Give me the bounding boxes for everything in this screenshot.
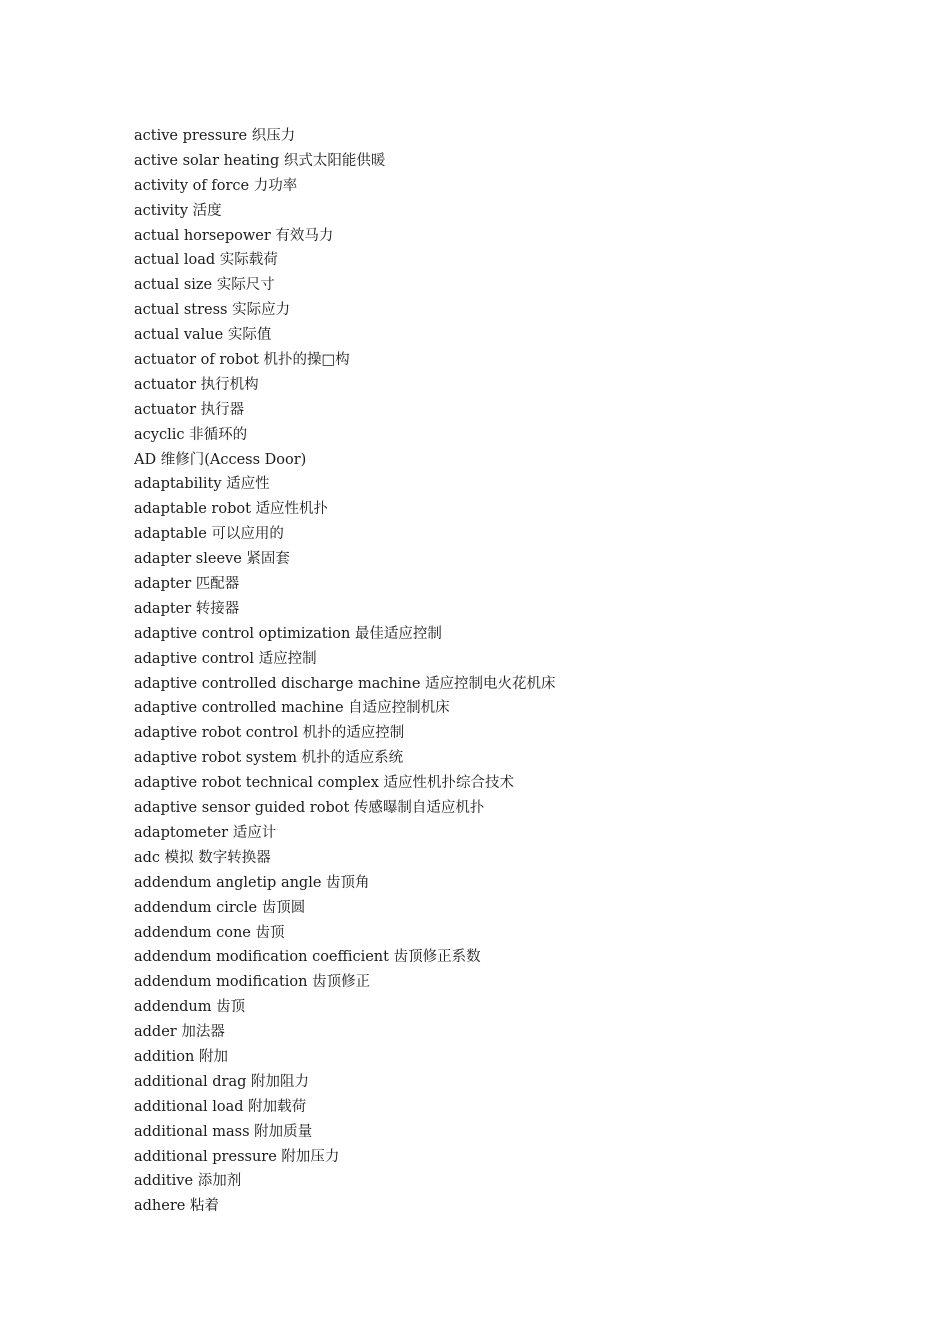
glossary-entry: adaptive robot system 机扑的适应系统 (134, 750, 404, 767)
glossary-entry: actuator 执行机构 (134, 376, 259, 393)
glossary-entry: addendum modification 齿顶修正 (134, 974, 371, 991)
glossary-entry: actuator of robot 机扑的操□构 (134, 352, 350, 369)
glossary-entry: acyclic 非循环的 (134, 426, 248, 443)
glossary-entry: actual horsepower 有效马力 (134, 227, 334, 244)
glossary-entry: adaptability 适应性 (134, 476, 270, 493)
glossary-entry: addendum angletip angle 齿顶角 (134, 874, 370, 891)
glossary-entry: adaptable 可以应用的 (134, 526, 284, 543)
glossary-entry: addendum modification coefficient 齿顶修正系数 (134, 949, 481, 966)
glossary-entry: actual load 实际载荷 (134, 252, 278, 269)
glossary-entry: activity 活度 (134, 202, 222, 219)
glossary-entry: active solar heating 织式太阳能供暖 (134, 152, 386, 169)
glossary-entry: adaptable robot 适应性机扑 (134, 501, 329, 518)
glossary-entry: activity of force 力功率 (134, 177, 298, 194)
glossary-entry: additional pressure 附加压力 (134, 1148, 340, 1165)
glossary-entry: addendum 齿顶 (134, 999, 246, 1016)
glossary-entry: adapter sleeve 紧固套 (134, 551, 290, 568)
glossary-entry: adhere 粘着 (134, 1198, 219, 1215)
glossary-entry: adc 模拟 数字转换器 (134, 849, 271, 866)
glossary-entry: actual size 实际尺寸 (134, 277, 275, 294)
glossary-entry: addendum cone 齿顶 (134, 924, 285, 941)
glossary-entry: adapter 转接器 (134, 600, 240, 617)
glossary-entry: actuator 执行器 (134, 401, 245, 418)
glossary-entry: adaptive control 适应控制 (134, 650, 317, 667)
glossary-entry: adaptive control optimization 最佳适应控制 (134, 625, 442, 642)
glossary-entry: additive 添加剂 (134, 1173, 242, 1190)
glossary-entry: actual stress 实际应力 (134, 302, 291, 319)
glossary-entry: addition 附加 (134, 1048, 228, 1065)
glossary-entry: adaptive controlled machine 自适应控制机床 (134, 700, 450, 717)
glossary-entry: actual value 实际值 (134, 327, 272, 344)
glossary-entry: additional load 附加载荷 (134, 1098, 307, 1115)
glossary-entry: adaptive robot technical complex 适应性机扑综合技术 (134, 775, 515, 792)
glossary-entry: active pressure 织压力 (134, 128, 296, 144)
glossary-entry: adaptive controlled discharge machine 适应控制电火花机床 (134, 675, 556, 692)
glossary-entry: adder 加法器 (134, 1024, 225, 1041)
glossary-entry: adaptive robot control 机扑的适应控制 (134, 725, 405, 742)
glossary-entry: additional mass 附加质量 (134, 1123, 313, 1140)
glossary-entry: adapter 匹配器 (134, 576, 240, 593)
glossary-entry: adaptometer 适应计 (134, 824, 277, 841)
glossary-entry-list (134, 124, 556, 1219)
glossary-entry: addendum circle 齿顶圆 (134, 899, 306, 916)
glossary-entry: adaptive sensor guided robot 传感曝制自适应机扑 (134, 800, 485, 817)
glossary-entry: additional drag 附加阻力 (134, 1073, 310, 1090)
glossary-entry: AD 维修门(Access Door) (134, 451, 307, 468)
